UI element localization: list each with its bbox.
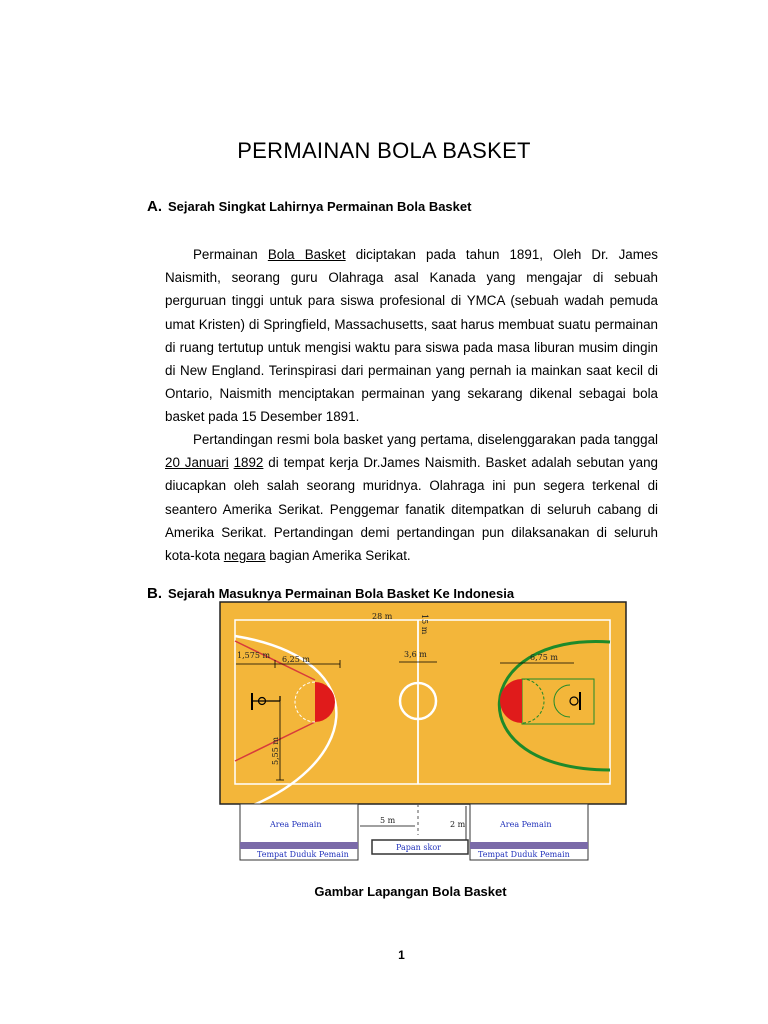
center-circle-label: 3,6 m [404, 650, 427, 659]
link-bola-basket[interactable]: Bola Basket [267, 247, 346, 262]
right-seat-band [470, 842, 588, 849]
court-length-label: 28 m [372, 612, 393, 621]
p2-text-4: bagian Amerika Serikat. [265, 548, 411, 564]
paragraph-2 [165, 428, 658, 567]
key-depth-label: 5,55 m [271, 737, 280, 765]
link-1892[interactable]: 1892 [233, 455, 264, 471]
left-bench-area-label: Area Pemain [270, 820, 322, 829]
page-title: PERMAINAN BOLA BASKET [237, 138, 531, 163]
court-width-label: 15 m [420, 614, 429, 635]
p2-text-1: Pertandingan resmi bola basket yang pertama, diselenggarakan pada tanggal [193, 432, 658, 447]
gap-label: 5 m [380, 816, 396, 825]
three-point-label: 6,25 m [282, 655, 310, 664]
right-three-point-label: 6,75 m [530, 653, 558, 662]
left-seat-label: Tempat Duduk Pemain [257, 850, 349, 859]
section-a-letter: A. [147, 198, 162, 215]
right-seat-label: Tempat Duduk Pemain [478, 850, 570, 859]
section-b-letter: B. [147, 585, 162, 602]
link-negara[interactable]: negara [223, 548, 266, 564]
depth-label: 2 m [450, 820, 466, 829]
right-bench-area-label: Area Pemain [500, 820, 552, 829]
scoreboard-label: Papan skor [396, 843, 441, 852]
p1-text-2: diciptakan pada tahun 1891, Oleh Dr. James Naismith, seorang guru Olahraga asal Kanada yang mengajar di sebuah perguruan tinggi untuk para siswa profesional di YMCA (sebuah wadah pemuda umat Kristen) di Springfield, Massachusetts, saat harus membuat suatu permainan di ruang tertutup untuk mengisi waktu para siswa pada masa liburan musim dingin di New England. Terinspirasi dari permainan yang pernah ia mainkan saat kecil di Ontario, Naismith menciptakan permainan yang sekarang dikenal sebagai bola basket pada 15 Desember 1891. [165, 247, 659, 425]
section-a-heading-text: Sejarah Singkat Lahirnya Permainan Bola Basket [168, 199, 472, 214]
link-20-januari[interactable]: 20 Januari [165, 455, 229, 471]
section-a-heading [147, 198, 471, 215]
page-number: 1 [398, 948, 405, 962]
corner-label: 1,575 m [237, 651, 271, 660]
paragraph-1 [165, 243, 658, 429]
p1-text-1: Permainan [193, 247, 268, 262]
p2-text-3: di tempat kerja Dr.James Naismith. Basket adalah sebutan yang diucapkan oleh salah seorang muridnya. Olahraga ini pun segera terkenal di seantero Amerika Serikat. Penggemar fanatik ditempatkan di seluruh cabang di Amerika Serikat. Pertandingan demi pertandingan pun dilaksanakan di seluruh kota-kota [165, 455, 658, 564]
section-b-heading-text: Sejarah Masuknya Permainan Bola Basket Ke Indonesia [168, 586, 515, 601]
figure-caption: Gambar Lapangan Bola Basket [314, 884, 507, 899]
basketball-court-diagram [200, 600, 630, 865]
left-seat-band [240, 842, 358, 849]
